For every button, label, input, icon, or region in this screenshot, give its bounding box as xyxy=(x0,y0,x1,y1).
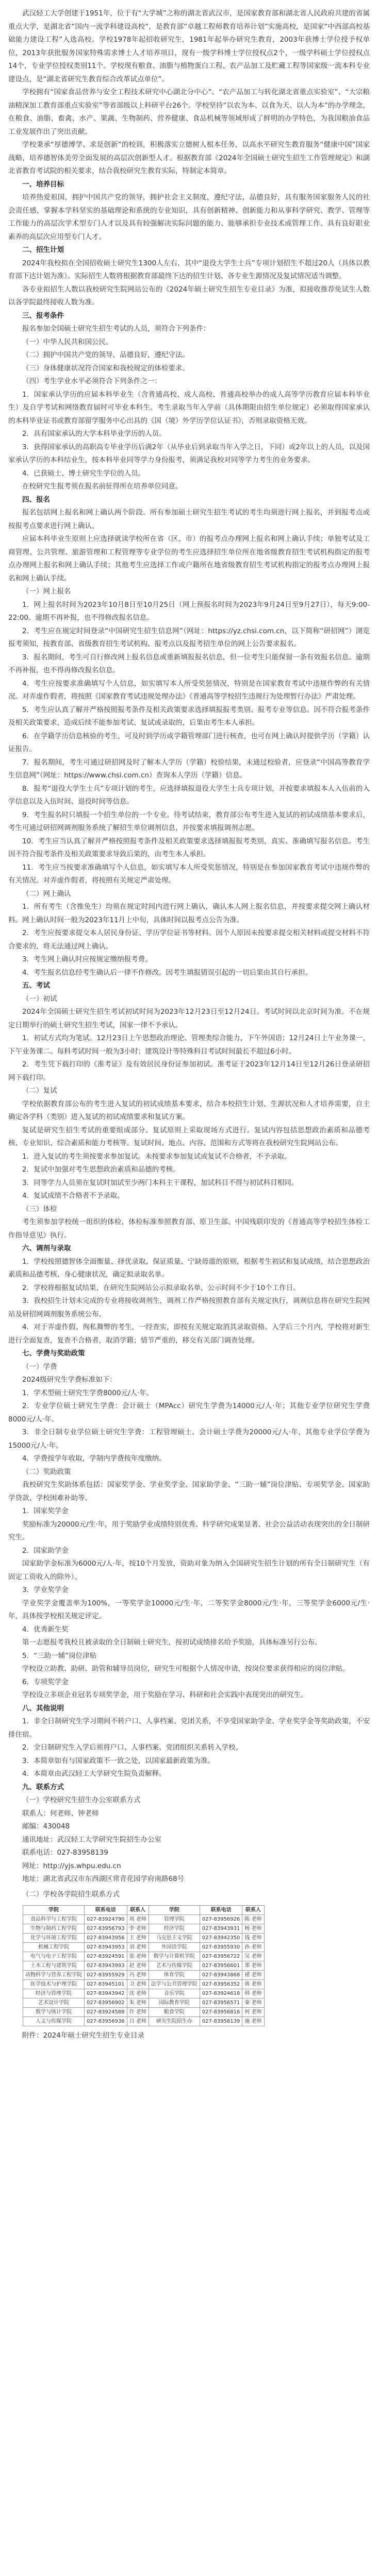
table-cell: 027-83956722 xyxy=(200,1952,242,1961)
table-cell: 沈 老师 xyxy=(127,1989,149,1998)
table-cell: 027-83924790 xyxy=(85,1915,127,1924)
section-paragraph: 国家助学金标准为6000元/人·年，按10个月发放，资助对象为纳入全国研究生招生计划的所有全日制研究生（有固定工资收入的除外）。 xyxy=(8,1560,370,1581)
section-paragraph: 4．复试成绩不合格者不予录取。 xyxy=(22,1192,124,1200)
table-cell: 027-83955930 xyxy=(200,1943,242,1952)
table-cell: 杨 老师 xyxy=(242,1924,264,1934)
section-paragraph: 2024级研究生学费标准如下： xyxy=(22,1376,117,1384)
table-cell: 周 老师 xyxy=(127,1915,149,1924)
section-heading: 二、招生计划 xyxy=(22,246,64,254)
section-paragraph: 考生须参加学校统一组织的体检，体检标准参照教育部、原卫生部、中国残联印发的《普通高等学校招生体检工作指导意见》执行。 xyxy=(8,1218,370,1240)
table-row xyxy=(23,1952,265,1961)
section-paragraph: （三）身体健康状况符合国家和我校规定的体检要求。 xyxy=(22,364,189,372)
table-cell: 机械工程学院 xyxy=(23,1943,85,1952)
table-cell: 法学与公共管理学院 xyxy=(149,1980,200,1989)
subsection-heading: （一）初试 xyxy=(22,994,57,1003)
section-heading: 四、报名 xyxy=(22,495,50,504)
section-paragraph: （一）中华人民共和国公民。 xyxy=(22,337,113,346)
section-paragraph: 2．学校将根据复试结果，在研究生院网站公示拟录取名单，公示时间不少于10个工作日。 xyxy=(22,1283,300,1292)
table-cell: 027-83956816 xyxy=(200,2008,242,2017)
section-heading: 八、其他说明 xyxy=(22,1704,64,1713)
table-cell: 研究生院招生办 xyxy=(149,2017,200,2026)
section-paragraph: 复试是研究生招生考试的重要组成部分。复试原则上采取现场方式进行。复试内容包括思想政治素质和品德考核、专业知识、综合素质和能力考核等。复试时间、地点、内容、范围和方式等将在我校研究生院网站公布。 xyxy=(8,1126,370,1147)
table-cell: 施 老师 xyxy=(242,2017,264,2026)
section-paragraph: 2．具有国家承认的大学本科毕业学历的人员。 xyxy=(22,430,166,438)
table-cell: 褚 老师 xyxy=(242,1971,264,1980)
table-cell: 音乐学院 xyxy=(149,1989,200,1998)
tail-paragraph: 附件：2024年硕士研究生招生专业目录 xyxy=(22,2031,144,2040)
table-cell: 体育学院 xyxy=(149,1971,200,1980)
table-cell: 冯 老师 xyxy=(127,1971,149,1980)
section-registration xyxy=(8,494,370,980)
table-cell: 秦 老师 xyxy=(242,1998,264,2008)
table-row xyxy=(23,1934,265,1943)
section-paragraph: 1．非全日制研究生学习期间不转户口、人事档案、党团关系，不享受国家助学金、学业奖学金等奖助政策，不安排住宿。 xyxy=(8,1717,370,1739)
section-paragraph: 1．所有考生（含推免生）均须在规定时间内进行网上确认，确认本人网上报名信息，并按要求提交网上确认材料。网上确认时间一般为2023年11月上中旬，具体时间以报考点公告为准。 xyxy=(8,903,370,924)
table-cell: 027-83956352 xyxy=(200,1980,242,1989)
section-paragraph: 3．我校招生计划未完成的专业将接收调剂生，调剂工作严格按照教育部有关规定执行，调剂信息将在研究生院网站及研招网调剂服务系统公布。 xyxy=(8,1297,370,1318)
table-cell: 马克思主义学院 xyxy=(149,1934,200,1943)
section-paragraph: 4．学费按学年收取，学制内学费按年度缴纳。 xyxy=(22,1454,166,1463)
section-paragraph: 1．学术型硕士研究生学费8000元/人·年。 xyxy=(22,1388,154,1397)
section-paragraph: 10．考生应当认真了解并严格按照报考条件及相关政策要求选择填报报考类别，真实、准确填写报名信息。考生因不符合报考条件及相关政策要求导致后果的，由考生本人承担。 xyxy=(8,837,370,858)
table-row xyxy=(23,2017,265,2026)
table-cell: 027-83943993 xyxy=(85,1961,127,1971)
intro-section xyxy=(8,7,370,178)
section-heading: 七、学费与奖助政策 xyxy=(22,1349,85,1358)
table-header-cell: 联系人 xyxy=(127,1906,149,1915)
contact-line: 联系电话：027-83958139 xyxy=(22,1849,108,1857)
table-cell: 027-83956793 xyxy=(85,1924,127,1934)
section-paragraph: 4．考生应按要求准确填写个人信息，如实填写本人所受奖惩情况，特别是在国家教育考试中违规作弊的有关情况。对弄虚作假者，将按照《国家教育考试违规处理办法》《普通高等学校招生违规行为处理暂行办法》严肃处理。 xyxy=(8,679,370,701)
table-header-cell: 学院 xyxy=(149,1906,200,1915)
section-paragraph: 2．考生应在规定时间登录“中国研究生招生信息网”（网址：https://yz.chsi.com.cn，以下简称“研招网”）浏览报考须知，按教育部、省级教育招生考试机构、报考点以及报考招生单位的网上公告要求报名。 xyxy=(8,626,370,648)
section-paragraph: 报名包括网上报名和网上确认两个阶段。所有参加硕士研究生招生考试的考生均须进行网上报名，并到报考点或按报考点要求进行网上确认。 xyxy=(8,509,370,530)
table-cell: 数学与统计学院 xyxy=(23,2008,85,2017)
intro-paragraph: 学校秉承“厚德博学、求是创新”的校训，积极落实立德树人根本任务，以高水平研究生教育服务“健康中国”国家战略，培养德智体美劳全面发展的高层次创新型人才。根据教育部《2024年全国硕士研究生招生工作管理规定》和湖北省教育考试院的相关要求，结合我校研究生教育实际，特制定本简章。 xyxy=(8,141,370,175)
section-paragraph: 2024年全国硕士研究生招生考试初试时间为2023年12月23日至12月24日。考试时间以北京时间为准。不在规定日期举行的硕士研究生招生考试，国家一律不予承认。 xyxy=(8,1008,370,1029)
section-heading: 六、调剂与录取 xyxy=(22,1244,71,1252)
table-cell: 管理学院 xyxy=(149,1915,200,1924)
table-header-row xyxy=(23,1906,265,1915)
subsection-heading: （三）体检 xyxy=(22,1205,57,1213)
table-cell: 027-83956902 xyxy=(85,1998,127,2008)
table-cell: 赵 老师 xyxy=(127,1961,149,1971)
table-row xyxy=(23,1989,265,1998)
subsection-heading: （二）网上确认 xyxy=(22,889,71,898)
table-cell: 人文与传媒学院 xyxy=(23,2017,85,2026)
intro-paragraph: 武汉轻工大学创建于1951年，位于有“大学城”之称的湖北省武汉市，是国家教育部和湖北省人民政府共建的省属重点大学，是湖北省“国内一流学科建设高校”，是教育部“卓越工程师教育培养计划”实施高校，是国家“中西部高校基础能力建设工程”入选高校。学校1978年起招收研究生，1981年起举办研究生教育，2003年获博士学位授予权单位，2013年获批服务国家特殊需求博士人才培养项目，现有一级学科博士学位授权点2个，一级学科硕士学位授权点14个，专业学位授权类别11个。学校现有粮食、油脂与植物蛋白工程、农产品加工及贮藏工程等国家级一流本科专业建设点，是“湖北省研究生教育综合改革试点单位”。 xyxy=(8,9,370,83)
section-eligibility xyxy=(8,310,370,494)
table-cell: 027-83956936 xyxy=(85,2017,127,2026)
table-cell: 经济学院 xyxy=(149,1924,200,1934)
table-cell: 卫 老师 xyxy=(127,1980,149,1989)
college-contact-table xyxy=(23,1905,265,2026)
subsection-heading: （一）学费 xyxy=(22,1362,57,1371)
table-cell: 刘 老师 xyxy=(127,1943,149,1952)
table-cell: 吕 老师 xyxy=(127,2017,149,2026)
section-paragraph: 1．进入复试的考生须按要求参加复试。未按要求参加复试或复试不合格者，不予录取。 xyxy=(22,1152,291,1161)
table-row xyxy=(23,2008,265,2017)
section-other-notes xyxy=(8,1702,370,1781)
table-cell: 经济与管理学院 xyxy=(23,1989,85,1998)
table-cell: 027-83943956 xyxy=(85,1934,127,1943)
table-cell: 化学与环境工程学院 xyxy=(23,1934,85,1943)
section-paragraph: 4．本简章由武汉轻工大学研究生院负责解释。 xyxy=(22,1770,166,1778)
table-cell: 动物科学与营养工程学院 xyxy=(23,1971,85,1980)
table-row xyxy=(23,1971,265,1980)
section-paragraph: 6．专项奖学金 xyxy=(22,1677,69,1686)
table-row xyxy=(23,1961,265,1971)
table-cell: 陈 老师 xyxy=(242,1915,264,1924)
section-paragraph: 学校设立多项企业冠名专项奖学金，用于奖励在学习、科研和社会实践中表现突出的研究生。 xyxy=(22,1691,308,1699)
section-paragraph: 5．“三助一辅”岗位津贴 xyxy=(22,1651,97,1660)
table-header-cell: 联系电话 xyxy=(200,1906,242,1915)
table-cell: 许 老师 xyxy=(127,2008,149,2017)
section-paragraph: 8．报考“退役大学生士兵”专项计划的考生，应选择填报退役大学生士兵专项计划，并按要求填报本人入伍前的入学信息以及入伍时间、退役时间等信息。 xyxy=(8,784,370,806)
table-cell: 027-83943953 xyxy=(85,1943,127,1952)
section-paragraph: 奖励标准为20000元/生·年，用于奖励学业成绩特别优秀、科学研究成果显著、社会公益活动表现突出的全日制研究生。 xyxy=(8,1520,370,1541)
table-cell: 生物与制药工程学院 xyxy=(23,1924,85,1934)
table-header-cell: 联系人 xyxy=(242,1906,264,1915)
section-paragraph: 3．同等学力人员须在复试时加试至少两门本科主干课程，加试科目不得与初试科目相同。 xyxy=(22,1178,299,1187)
table-cell: 朱 老师 xyxy=(127,1998,149,2008)
table-cell: 电气与电子工程学院 xyxy=(23,1952,85,1961)
table-cell: 张 老师 xyxy=(127,1952,149,1961)
table-cell: 钱 老师 xyxy=(242,1934,264,1943)
section-training-goal xyxy=(8,178,370,244)
section-paragraph: 2．专业学位硕士研究生学费：会计硕士（MPAcc）研究生学费为14000元/人·年；其他专业学位研究生学费8000元/人·年。 xyxy=(8,1402,370,1423)
table-header-cell: 联系电话 xyxy=(85,1906,127,1915)
section-paragraph: 3．考生网上确认时应按规定缴纳报考费。 xyxy=(22,955,152,963)
table-cell: 医学技术与护理学院 xyxy=(23,1980,85,1989)
table-cell: 027-83943931 xyxy=(200,1924,242,1934)
section-paragraph: 1．学校按照德智体全面衡量、择优录取、保证质量、宁缺毋滥的原则，根据考生初试和复试成绩，结合思想政治素质和品德考核、身心健康状况，确定拟录取名单。 xyxy=(8,1257,370,1279)
section-paragraph: 6．在学籍学历信息核验的考生，可及时到学历或学籍管理部门进行核查，也可在网上确认时提供学历（学籍）认证报告。 xyxy=(8,732,370,753)
section-tuition-aid xyxy=(8,1347,370,1702)
section-paragraph: 应届本科毕业生原则上应选择就读学校所在省（区、市）的报考点办理网上报名和网上确认手续；单独考试及工商管理、公共管理、旅游管理和工程管理等专业学位的考生应选择招生单位所在地省级教育招生考试机构指定的报考点办理网上报名和网上确认手续；其他考生应选择工作或户籍所在地省级教育招生考试机构指定的报考点办理网上报名和网上确认手续。 xyxy=(8,535,370,583)
table-cell: 粮食学院 xyxy=(149,2008,200,2017)
contact-line: 地址：湖北省武汉市东西湖区常青花园学府南路68号 xyxy=(22,1875,185,1883)
table-cell: 外国语学院 xyxy=(149,1943,200,1952)
table-cell: 027-83924588 xyxy=(85,2008,127,2017)
contact-line: 网址：http://yjs.whpu.edu.cn xyxy=(22,1861,121,1870)
section-heading: 一、培养目标 xyxy=(22,180,64,189)
section-paragraph: 1．国家奖学金 xyxy=(22,1507,69,1515)
table-cell: 027-83955929 xyxy=(85,1971,127,1980)
section-contact xyxy=(8,1781,370,2043)
subsection-heading: （二）复试 xyxy=(22,1087,57,1095)
section-paragraph: 4．考生报名信息经考生确认后一律不作修改。因考生填报错误引起的一切后果由其自行承担。 xyxy=(22,968,313,977)
table-cell: 王 老师 xyxy=(127,1934,149,1943)
section-paragraph: 2．复试中加强对考生思想政治素质和品德的考核。 xyxy=(22,1165,180,1174)
section-paragraph: 学业奖学金覆盖率为100%，一等奖学金10000元/生·年，二等奖学金8000元/生·年，三等奖学金6000元/生·年，具体按学校相关规定评定。 xyxy=(8,1599,370,1620)
table-cell: 韩 老师 xyxy=(242,1989,264,1998)
section-paragraph: 培养热爱祖国，拥护中国共产党的领导，拥护社会主义制度，遵纪守法，品德良好，具有服务国家服务人民的社会责任感，掌握本学科坚实的基础理论和系统的专业知识，具有创新精神、创新能力和从事科学研究、教学、管理等工作能力的高层次学术型专门人才以及具有较强解决实际问题的能力、能够承担专业技术或管理工作、具有良好职业素养的高层次应用型专门人才。 xyxy=(8,193,370,241)
subsection-heading: （一）网上报名 xyxy=(22,587,71,596)
section-paragraph: 3．本简章如有与国家政策不一致之处，以国家最新政策为准。 xyxy=(22,1756,215,1765)
table-cell: 027-83956571 xyxy=(200,1998,242,2008)
table-cell: 孙 老师 xyxy=(242,1943,264,1952)
section-paragraph: 3．学业奖学金 xyxy=(22,1586,69,1594)
section-heading: 五、考试 xyxy=(22,981,50,990)
table-cell: 027-83924618 xyxy=(200,1989,242,1998)
section-paragraph: 4．优秀新生奖 xyxy=(22,1625,69,1634)
table-cell: 数学与计算机学院 xyxy=(149,1952,200,1961)
section-heading: 三、报考条件 xyxy=(22,311,64,320)
table-cell: 艺术设计学院 xyxy=(23,1998,85,2008)
contact-line: 邮编：430048 xyxy=(22,1822,70,1831)
table-cell: 蒋 老师 xyxy=(242,1980,264,1989)
section-paragraph: 2．全日制研究生入学后须将户口、人事档案、党团组织关系转入学校。 xyxy=(22,1743,243,1752)
section-paragraph: 3．报名期间，考生可自行修改网上报名信息或重新填报报名信息，但一位考生只能保留一条有效报名信息。逾期不再补报，也不得再修改报名信息。 xyxy=(8,653,370,674)
section-paragraph: 2．国家助学金 xyxy=(22,1546,69,1555)
section-paragraph: 报名参加全国硕士研究生招生考试的人员，须符合下列条件： xyxy=(22,325,210,333)
contact-line: 联系人：何老师、钟老师 xyxy=(22,1809,99,1818)
table-cell: 李 老师 xyxy=(127,1924,149,1934)
table-cell: 何 老师 xyxy=(242,2008,264,2017)
section-paragraph: 4．对于弄虚作假、徇私舞弊的考生，一经查实，即按有关规定取消其录取资格。入学后三个月内，学校将对新生进行全面复查，复查不合格者，取消学籍；情节严重的，移交有关部门调查处理。 xyxy=(8,1323,370,1345)
table-row xyxy=(23,1998,265,2008)
section-paragraph: 学校依据教育部公布的考生进入复试的初试成绩基本要求，结合本校招生计划、生源状况和人才培养需要，自主确定各学科（类别）进入复试的初试成绩要求和复试方案。 xyxy=(8,1099,370,1121)
subsection-heading: （二）学校各学院招生联系方式 xyxy=(22,1890,120,1899)
table-cell: 027-83956926 xyxy=(200,1915,242,1924)
section-paragraph: 7．报名期间，考生可通过研招网及时了解本人学历（学籍）校验结果，未通过校验者，应登录“中国高等教育学生信息网”（网址：https://www.chsi.com.cn）查询本人学历（学籍）信息。 xyxy=(8,758,370,779)
table-row xyxy=(23,1915,265,1924)
section-paragraph: 2．考生应按要求提交本人居民身份证、学历学位证书等材料。因个人原因未按要求提交相关材料或提交材料不符合要求的，将无法通过网上确认。 xyxy=(8,929,370,951)
table-cell: 027-83958139 xyxy=(200,2017,242,2026)
section-paragraph: 1．网上报名时间为2023年10月8日至10月25日（网上预报名时间为2023年9月24日至9月27日），每天9:00-22:00。逾期不再补报，也不得修改报名信息。 xyxy=(8,600,370,622)
table-cell: 国际教育学院 xyxy=(149,1998,200,2008)
section-paragraph: 在校研究生报考须在报名前征得所在培养单位同意。 xyxy=(22,482,183,490)
contact-line: 通讯地址：武汉轻工大学研究生院招生办公室 xyxy=(22,1835,161,1844)
table-cell: 027-83942350 xyxy=(200,1934,242,1943)
table-cell: 吴 老师 xyxy=(242,1952,264,1961)
section-paragraph: 第一志愿报考我校且被录取的全日制硕士研究生，按初试成绩排名给予奖励，具体标准另行公布。 xyxy=(22,1638,322,1647)
table-cell: 艺术与传媒学院 xyxy=(149,1961,200,1971)
section-examination xyxy=(8,979,370,1242)
section-paragraph: 1．国家承认学历的应届本科毕业生（含普通高校、成人高校、普通高校举办的成人高等学历教育应届本科毕业生）及自学考试和网络教育届时可毕业本科生。考生录取当年入学前（具体期限由招生单位规定）必须取得国家承认的本科毕业证书或教育部留学服务中心出具的《国（境）外学历学位认证书》，否则录取资格无效。 xyxy=(8,390,370,425)
table-row xyxy=(23,1943,265,1952)
subsection-heading: （一）学校研究生招生办公室联系方式 xyxy=(22,1796,141,1804)
section-paragraph: 各专业拟招生人数以我校研究生院网站公布的《2024年硕士研究生招生专业目录》为准，拟接收推荐免试生人数以各学院最终接收人数为准。 xyxy=(8,285,370,307)
section-heading: 九、联系方式 xyxy=(22,1783,64,1791)
section-enrollment-plan xyxy=(8,244,370,310)
section-paragraph: 11．考生应当按要求准确填写个人信息，如实填写本人所受奖惩情况，特别是在参加国家教育考试中违规作弊的有关情况。对弄虚作假者，将按照有关规定严肃处理。 xyxy=(8,863,370,885)
section-paragraph: （四）考生学业水平必须符合下列条件之一： xyxy=(22,377,161,385)
table-cell: 027-83943942 xyxy=(85,1989,127,1998)
section-paragraph: 3．获得国家承认的高职高专毕业学历后满2年（从毕业后到录取当年入学之日，下同）或2年以上的人员，以及国家承认学历的本科结业生，按本科毕业同等学力身份报考，须满足我校对同等学力考生的业务要求。 xyxy=(8,443,370,464)
section-paragraph: 9．考生报名时只填报一个招生单位的一个专业。待考试结束，教育部公布考生进入复试的初试成绩基本要求后，考生可通过研招网调剂服务系统了解招生单位调剂信息，并按要求填报调剂志愿。 xyxy=(8,810,370,832)
table-row xyxy=(23,1924,265,1934)
table-cell: 027-83956601 xyxy=(200,1961,242,1971)
table-cell: 027-83943868 xyxy=(200,1971,242,1980)
table-cell: 027-83945101 xyxy=(85,1980,127,1989)
section-paragraph: 2．考生凭下载打印的《准考证》及有效居民身份证参加初试。准考证于2023年12月14日至12月26日登录研招网下载打印。 xyxy=(8,1060,370,1082)
subsection-heading: （二）奖助政策 xyxy=(22,1467,71,1476)
intro-paragraph: 学校拥有“国家食品营养与安全工程技术研究中心湖北分中心”、“农产品加工与转化湖北省重点实验室”、“大宗粮油精深加工教育部重点实验室”等省部级以上科研平台26个。学校坚持“以农为本、以食为天、以人为本”的办学理念，在粮食、油脂、畜禽、水产、果蔬、生物制药、营养健康、食品机械等领域形成了鲜明的办学特色，为我国粮油食品工业发展作出了突出贡献。 xyxy=(8,88,370,136)
section-paragraph: 2024年我校拟在全国招收硕士研究生1300人左右，其中“退役大学生士兵”专项计划招生不超过20人（具体以教育部下达计划为准）。实际招生人数将根据教育部最终下达的招生计划、各专业生源情况及复试情况适当调整。 xyxy=(8,259,370,280)
table-cell: 土木工程与建筑学院 xyxy=(23,1961,85,1971)
table-cell: 郑 老师 xyxy=(242,1961,264,1971)
section-admission xyxy=(8,1242,370,1347)
section-paragraph: （二）拥护中国共产党的领导，品德良好，遵纪守法。 xyxy=(22,351,189,359)
table-cell: 027-83924591 xyxy=(85,1952,127,1961)
table-header-cell: 学院 xyxy=(23,1906,85,1915)
section-paragraph: 学校设立助教、助研、助管和辅导员岗位，研究生可根据个人情况申请，按岗位要求获得相应的岗位津贴。 xyxy=(22,1665,350,1673)
section-paragraph: 我校研究生奖助体系包括：国家奖学金、学业奖学金、国家助学金、“三助一辅”岗位津贴、专项奖学金、国家助学贷款、学校困难补助等。 xyxy=(8,1481,370,1502)
section-paragraph: 3．非全日制专业学位硕士研究生学费：工程管理硕士、会计硕士学费为20000元/人·年，其他专业学位学费为15000元/人·年。 xyxy=(8,1428,370,1450)
section-paragraph: 5．考生应认真了解并严格按照报考条件及相关政策要求选择填报报考类别、报考专业等信息。因不符合报考条件及相关政策要求，造成后续不能参加考试、复试或录取的，后果由考生本人承担。 xyxy=(8,705,370,727)
table-cell: 食品科学与工程学院 xyxy=(23,1915,85,1924)
section-paragraph: 4．已获硕士、博士研究生学位的人员。 xyxy=(22,469,145,478)
section-paragraph: 1．初试方式均为笔试。12月23日上午思想政治理论、管理类综合能力，下午外国语；12月24日上午业务课一，下午业务课二。每科考试时间一般为3小时；建筑设计等特殊科目考试时间最长不超过6小时。 xyxy=(8,1034,370,1056)
table-row xyxy=(23,1980,265,1989)
